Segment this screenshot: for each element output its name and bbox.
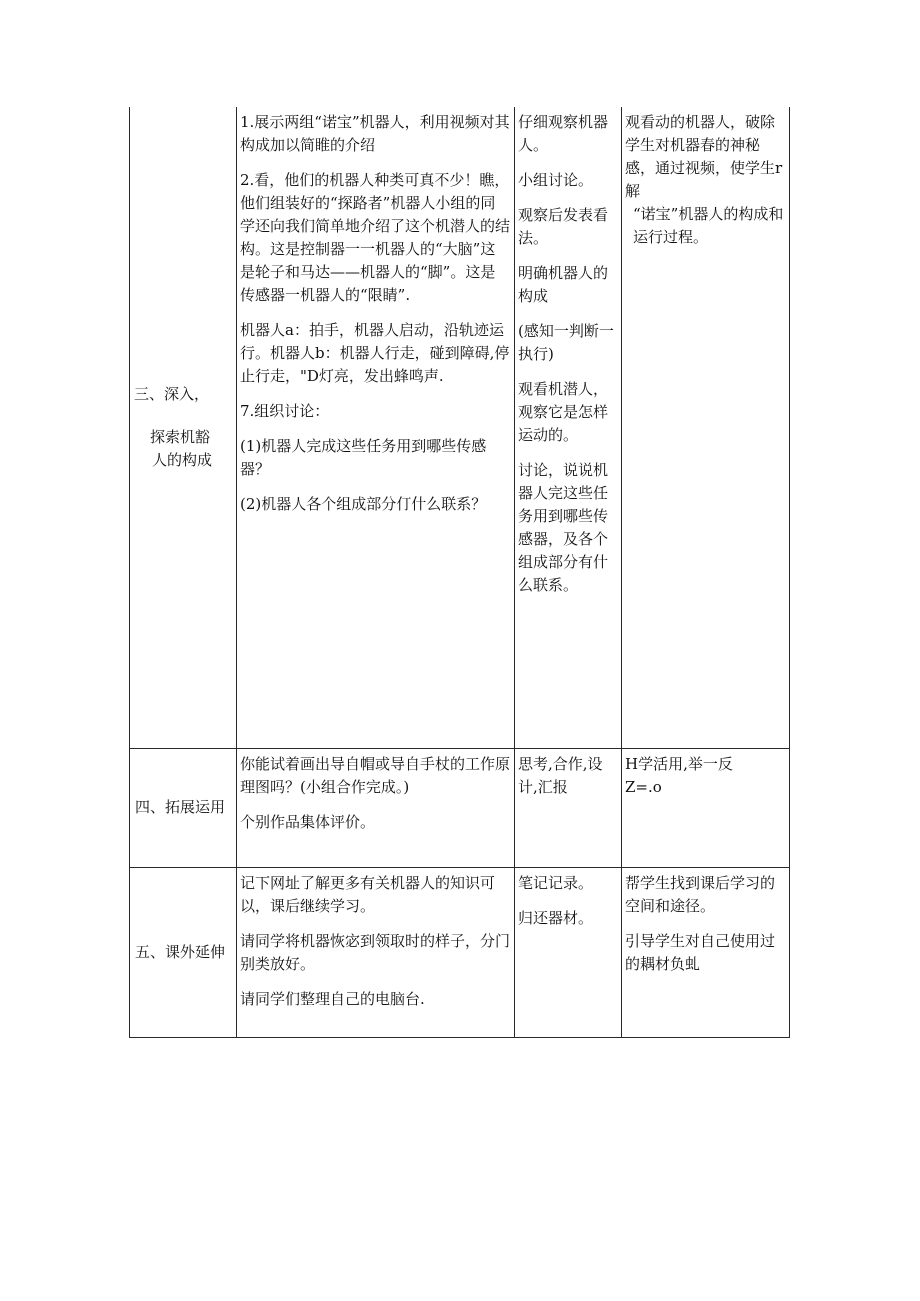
student-paragraph: 观看机潜人，观察它是怎样运动的。 [518,380,609,444]
teacher-paragraph: 机器人a：拍手，机器人启动，沿轨迹运行。机器人b：机器人行走，碰到障碍,停止行走，"D灯亮，发出蜂鸣声. [240,321,510,385]
stage-cell-extend [130,867,237,1037]
student-paragraph: 仔细观察机器人。 [518,113,609,154]
teacher-paragraph: 记下网址了解更多有关机器人的知识可以，课后继续学习。 [240,873,496,915]
stage-label: 五、课外延伸 [135,942,226,961]
stage-cell-deepen [130,107,237,748]
teacher-paragraph: 请同学将机器恢宓到领取时的样子，分门别类放好。 [240,931,511,973]
stage-label-line: 探索机豁 [150,427,211,446]
teacher-paragraph: (2)机器人各个组成部分仃什么联系？ [240,495,487,513]
stage-label-line: 人的构成 [152,450,213,469]
table-row-expand [130,748,790,867]
teacher-paragraph: 你能试着画出导自帽或导自手杖的工作原理图吗？(小组合作完成。) [240,754,511,796]
student-activity-cell [515,867,622,1037]
teacher-activity-cell [237,867,515,1037]
student-activity-cell [515,748,622,867]
intent-paragraph: “诺宝”机器人的构成和运行过程。 [633,205,784,246]
teacher-paragraph: 2.看，他们的机器人种类可真不少！瞧，他们组装好的“探路者”机器人小组的同学还向我们简单地介绍了这个机潜人的结构。这是控制器一一机器人的“大脑”这是轮子和马达——机器人的“脚”。这是传感器一机器人的“限睛”. [240,171,511,304]
teacher-paragraph: 个别作品集体评价。 [240,812,376,831]
stage-label: 四、拓展运用 [135,798,226,816]
lesson-plan-table [129,107,790,1038]
teacher-paragraph: 7.组织讨论： [240,402,330,420]
teacher-paragraph: 请同学们整理自己的电脑台. [240,989,425,1008]
design-intent-cell [622,107,790,748]
student-paragraph: 小组讨论。 [518,171,594,189]
intent-paragraph: 观看动的机器人，破除学生对机器春的神秘感，通过视频，使学生r解 [625,113,783,200]
student-paragraph: (感知一判断一执行) [518,322,614,363]
teacher-activity-cell [237,748,515,867]
student-paragraph: 笔记记录。 [518,873,594,892]
intent-paragraph: H学活用,举一反 [625,754,733,773]
intent-paragraph: 引导学生对自己使用过的耦材负虬 [625,931,776,973]
student-activity-cell [515,107,622,748]
student-paragraph: 讨论，说说机器人完这些任务用到哪些传感器，及各个组成部分有什么联系。 [518,461,609,594]
intent-paragraph: Z=.o [625,777,662,796]
teacher-paragraph: 1.展示两组“诺宝”机器人，利用视频对其构成加以简睢的介绍 [240,113,510,154]
design-intent-cell [622,867,790,1037]
design-intent-cell [622,748,790,867]
stage-label-line: 三、深入， [134,384,210,403]
teacher-activity-cell [237,107,515,748]
table-row-extend [130,867,790,1037]
student-paragraph: 观察后发表看法。 [518,206,609,247]
intent-paragraph: 帮学生找到课后学习的空间和途径。 [625,873,776,915]
student-paragraph: 思考,合作,设计,汇报 [518,754,603,796]
student-paragraph: 明确机器人的构成 [518,264,609,305]
table-row-deepen [130,107,790,748]
stage-cell-expand [130,748,237,867]
student-paragraph: 归还器材。 [518,908,594,927]
teacher-paragraph: (1)机器人完成这些任务用到哪些传感器？ [240,437,487,478]
